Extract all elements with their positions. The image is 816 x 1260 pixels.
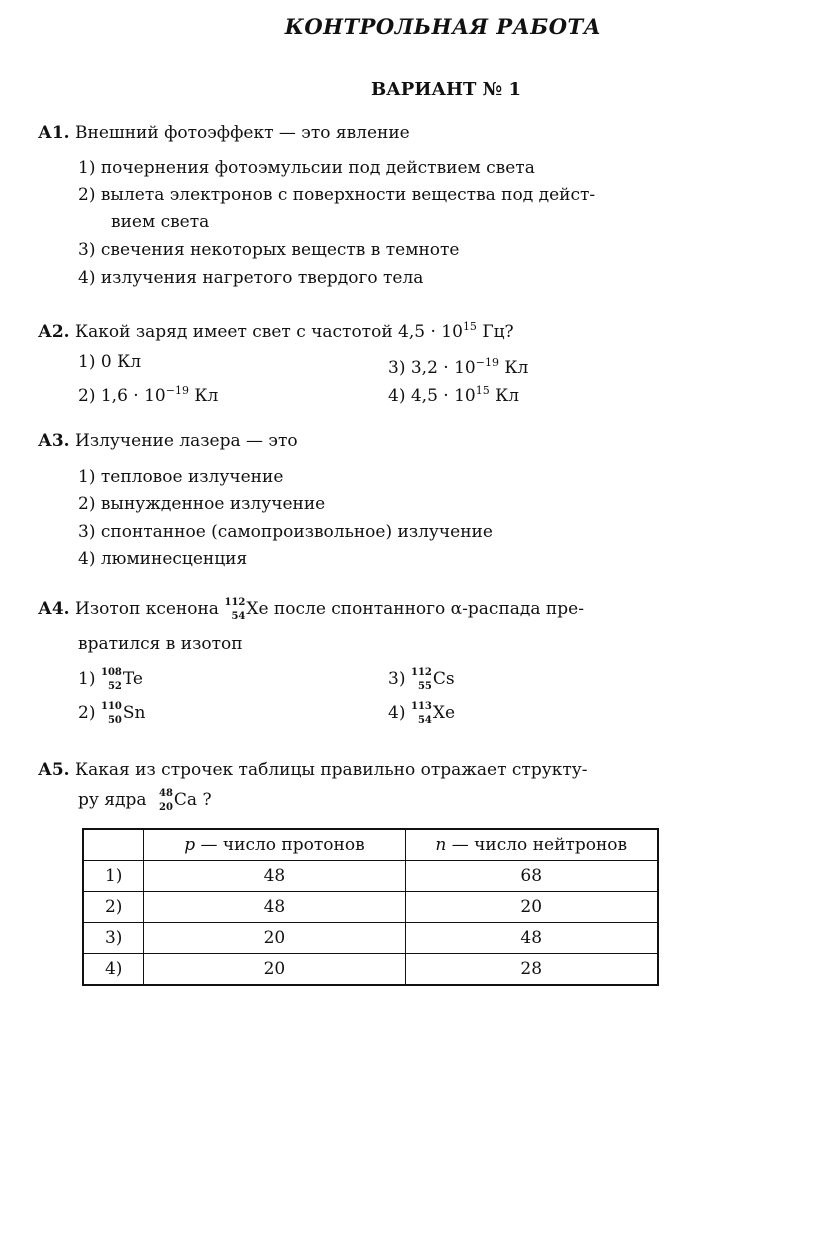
question-text: ру ядра xyxy=(78,790,152,810)
question-a5 xyxy=(38,757,588,784)
atomic-number: 20 xyxy=(158,802,173,813)
page-title: КОНТРОЛЬНАЯ РАБОТА xyxy=(284,14,602,39)
mass-number: 108 xyxy=(100,667,122,678)
element-symbol: Cs xyxy=(432,669,455,689)
header-text: — число нейтронов xyxy=(446,835,628,855)
option-label: 1) xyxy=(78,669,96,689)
question-text-end: ? xyxy=(197,790,212,810)
mass-number: 112 xyxy=(224,597,246,608)
option-label: 2) 1,6 · 10 xyxy=(78,386,166,406)
question-text: Какой заряд имеет свет с частотой 4,5 · 10 xyxy=(75,322,463,342)
mass-number: 110 xyxy=(100,701,122,712)
question-number: А4. xyxy=(38,599,70,619)
row-label: 3) xyxy=(83,923,144,954)
a3-option-3: 3) спонтанное (самопроизвольное) излучение xyxy=(78,522,493,542)
neutrons-cell: 20 xyxy=(405,892,658,923)
row-label: 1) xyxy=(83,861,144,892)
question-a5-line2 xyxy=(78,787,212,814)
nuclide-calcium xyxy=(152,787,174,814)
protons-cell: 48 xyxy=(144,892,405,923)
table-header-row xyxy=(83,829,658,861)
protons-cell: 20 xyxy=(144,923,405,954)
variable-n: n xyxy=(435,835,447,855)
neutrons-cell: 68 xyxy=(405,861,658,892)
a4-option-3 xyxy=(388,666,455,693)
question-text-end: после спонтанного α-распада пре- xyxy=(268,599,584,619)
variant-heading: ВАРИАНТ № 1 xyxy=(370,79,522,100)
option-unit: Кл xyxy=(498,358,529,378)
question-text-end: Гц? xyxy=(476,322,514,342)
nuclide xyxy=(101,666,123,693)
table-header-neutrons xyxy=(405,829,658,861)
question-text: Изотоп ксенона xyxy=(75,599,225,619)
question-number: А3. xyxy=(38,431,70,451)
a1-option-3: 3) свечения некоторых веществ в темноте xyxy=(78,240,460,260)
question-a4 xyxy=(38,596,584,623)
option-label: 4) 4,5 · 10 xyxy=(388,386,476,406)
row-label: 2) xyxy=(83,892,144,923)
mass-number: 112 xyxy=(410,667,432,678)
a2-option-2 xyxy=(78,377,218,410)
nuclide xyxy=(411,666,433,693)
atomic-number: 54 xyxy=(417,715,432,726)
atomic-number: 55 xyxy=(417,681,432,692)
row-label: 4) xyxy=(83,954,144,986)
a2-option-1 xyxy=(78,349,141,376)
nucleus-structure-table xyxy=(82,828,659,986)
a3-option-1: 1) тепловое излучение xyxy=(78,467,284,487)
a3-option-2: 2) вынужденное излучение xyxy=(78,494,326,514)
option-unit: Кл xyxy=(489,386,520,406)
exponent: 15 xyxy=(462,320,477,333)
exponent: −19 xyxy=(165,384,189,397)
nuclide xyxy=(411,700,433,727)
element-symbol: Ca xyxy=(173,790,198,810)
question-number: А1. xyxy=(38,123,70,143)
question-number: А2. xyxy=(38,322,70,342)
question-text: Излучение лазера — это xyxy=(75,431,298,451)
question-text: Какая из строчек таблицы правильно отражает структу- xyxy=(75,760,588,780)
question-number: А5. xyxy=(38,760,70,780)
nuclide-xenon xyxy=(224,596,246,623)
element-symbol: Te xyxy=(122,669,143,689)
atomic-number: 54 xyxy=(231,611,246,622)
protons-cell: 48 xyxy=(144,861,405,892)
question-a2 xyxy=(38,313,514,346)
a4-option-1 xyxy=(78,666,143,693)
protons-cell: 20 xyxy=(144,954,405,986)
atomic-number: 52 xyxy=(107,681,122,692)
question-a1 xyxy=(38,120,410,147)
a4-option-2 xyxy=(78,700,145,727)
mass-number: 48 xyxy=(158,788,173,799)
a4-option-4 xyxy=(388,700,455,727)
option-label: 4) xyxy=(388,703,406,723)
neutrons-cell: 48 xyxy=(405,923,658,954)
exponent: 15 xyxy=(475,384,490,397)
option-label: 1) 0 Кл xyxy=(78,352,142,372)
question-a4-line2: вратился в изотоп xyxy=(78,634,243,654)
mass-number: 113 xyxy=(410,701,432,712)
option-label: 2) xyxy=(78,703,96,723)
question-a3 xyxy=(38,428,298,455)
neutrons-cell: 28 xyxy=(405,954,658,986)
a1-option-4: 4) излучения нагретого твердого тела xyxy=(78,268,424,288)
table-header-empty xyxy=(83,829,144,861)
element-symbol: Xe xyxy=(246,599,269,619)
element-symbol: Xe xyxy=(432,703,456,723)
header-text: — число протонов xyxy=(195,835,365,855)
a3-option-4: 4) люминесценция xyxy=(78,549,248,569)
table-row xyxy=(83,923,658,954)
option-label: 3) 3,2 · 10 xyxy=(388,358,476,378)
table-row xyxy=(83,954,658,986)
option-unit: Кл xyxy=(188,386,219,406)
a1-option-2-continued: вием света xyxy=(111,212,210,232)
nuclide xyxy=(101,700,123,727)
exponent: −19 xyxy=(475,356,499,369)
a1-option-2: 2) вылета электронов с поверхности вещества под дейст- xyxy=(78,185,596,205)
variable-p: p xyxy=(184,835,196,855)
table-row xyxy=(83,892,658,923)
a1-option-1: 1) почернения фотоэмульсии под действием света xyxy=(78,158,535,178)
question-text: Внешний фотоэффект — это явление xyxy=(75,123,410,143)
element-symbol: Sn xyxy=(122,703,146,723)
table-header-protons xyxy=(144,829,405,861)
option-label: 3) xyxy=(388,669,406,689)
a2-option-4 xyxy=(388,377,519,410)
atomic-number: 50 xyxy=(107,715,122,726)
table-row xyxy=(83,861,658,892)
